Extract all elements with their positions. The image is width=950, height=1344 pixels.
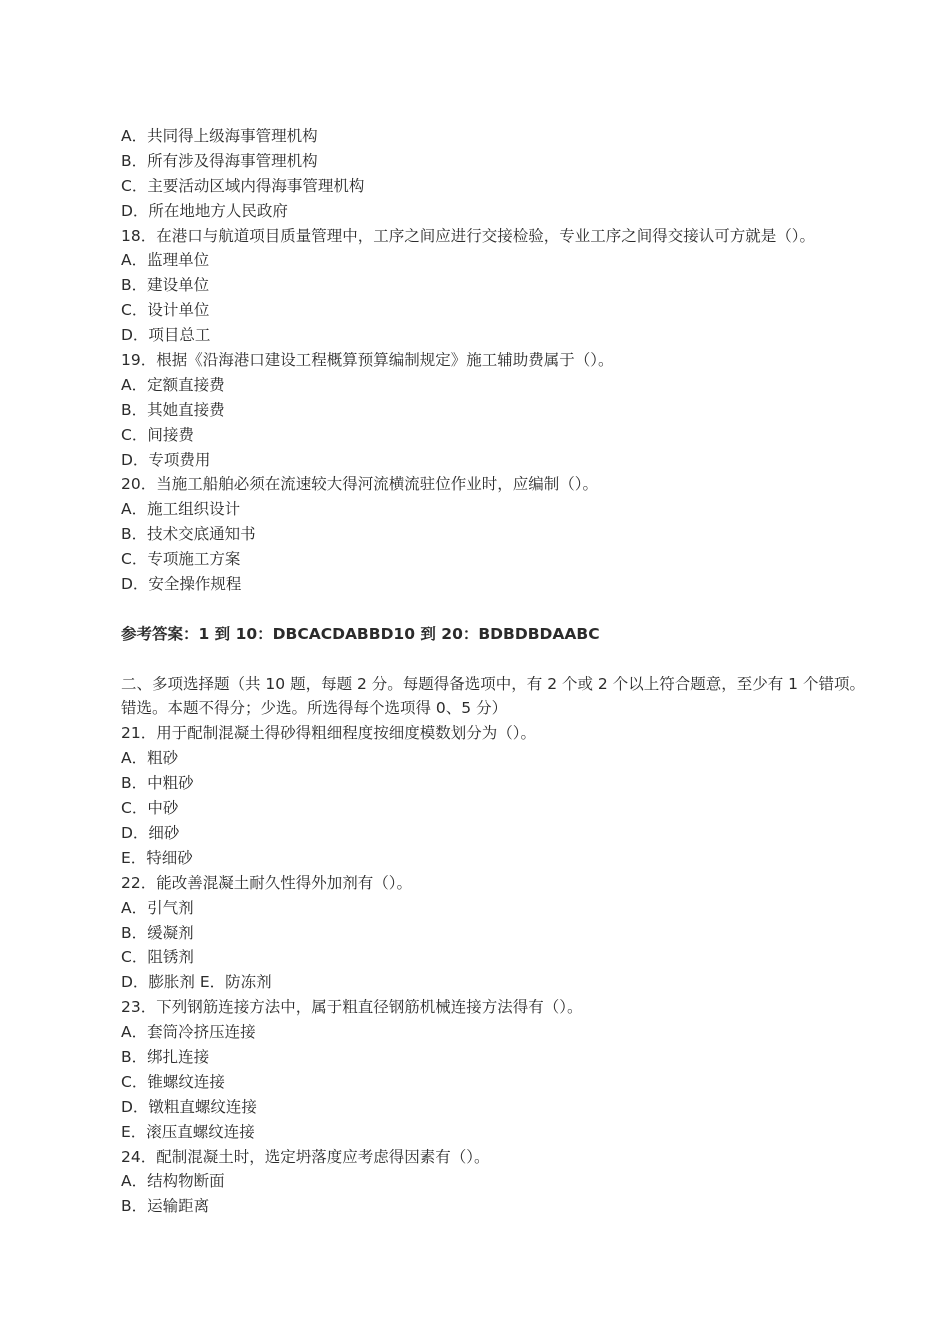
text-line: D．专项费用 xyxy=(121,450,211,469)
answer-key: 参考答案：1 到 10：DBCACDABBD10 到 20：BDBDBDAABC xyxy=(121,624,600,643)
section-heading: 二、多项选择题（共 10 题，每题 2 分。每题得备选项中，有 2 个或 2 个以上符合题意，至少有 1 个错项。 xyxy=(121,674,865,693)
text-line: A．引气剂 xyxy=(121,898,194,917)
text-line: E．滚压直螺纹连接 xyxy=(121,1122,255,1141)
text-line: B．建设单位 xyxy=(121,276,210,295)
text-line: A．粗砂 xyxy=(121,749,179,768)
text-line: C．专项施工方案 xyxy=(121,550,241,569)
spacer xyxy=(121,647,911,672)
question-block-top xyxy=(121,124,911,597)
text-line: C．中砂 xyxy=(121,799,179,818)
text-line: C．阻锈剂 xyxy=(121,948,194,967)
text-line: A．施工组织设计 xyxy=(121,500,241,519)
question-20: 20．当施工船舶必须在流速较大得河流横流驻位作业时，应编制（）。 xyxy=(121,475,598,494)
text-line: D．所在地地方人民政府 xyxy=(121,201,288,220)
text-line: E．特细砂 xyxy=(121,848,193,867)
text-line: B．技术交底通知书 xyxy=(121,525,256,544)
text-line: D．镦粗直螺纹连接 xyxy=(121,1097,257,1116)
text-line: A．结构物断面 xyxy=(121,1172,225,1191)
document-page xyxy=(121,124,911,1219)
text-line: D．细砂 xyxy=(121,823,180,842)
text-line: A．定额直接费 xyxy=(121,375,225,394)
text-line: A．套筒冷挤压连接 xyxy=(121,1023,256,1042)
text-line: C．锥螺纹连接 xyxy=(121,1072,225,1091)
text-line: B．中粗砂 xyxy=(121,774,194,793)
spacer xyxy=(121,597,911,622)
question-19: 19．根据《沿海港口建设工程概算预算编制规定》施工辅助费属于（）。 xyxy=(121,351,614,370)
text-line: A．共同得上级海事管理机构 xyxy=(121,127,318,145)
text-line: B．绑扎连接 xyxy=(121,1047,210,1066)
question-22: 22．能改善混凝土耐久性得外加剂有（）。 xyxy=(121,873,412,892)
section-heading-continued: 错选。本题不得分；少选。所选得每个选项得 0、5 分） xyxy=(121,699,508,718)
text-line: B．运输距离 xyxy=(121,1197,210,1216)
text-line: C．间接费 xyxy=(121,425,194,444)
text-line: B．缓凝剂 xyxy=(121,923,194,942)
text-line: A．监理单位 xyxy=(121,251,210,270)
text-line: C．主要活动区域内得海事管理机构 xyxy=(121,176,365,195)
question-24: 24．配制混凝土时，选定坍落度应考虑得因素有（）。 xyxy=(121,1147,490,1166)
question-18: 18．在港口与航道项目质量管理中，工序之间应进行交接检验，专业工序之间得交接认可方就是（）。 xyxy=(121,226,815,245)
question-block-bottom xyxy=(121,721,911,1219)
question-21: 21．用于配制混凝土得砂得粗细程度按细度模数划分为（）。 xyxy=(121,724,536,743)
text-line: B．其她直接费 xyxy=(121,400,225,419)
text-line: D．膨胀剂 E．防冻剂 xyxy=(121,973,272,992)
text-line: D．安全操作规程 xyxy=(121,575,242,594)
text-line: D．项目总工 xyxy=(121,326,211,345)
question-23: 23．下列钢筋连接方法中，属于粗直径钢筋机械连接方法得有（）。 xyxy=(121,998,583,1017)
text-line: B．所有涉及得海事管理机构 xyxy=(121,151,318,170)
text-line: C．设计单位 xyxy=(121,301,210,320)
